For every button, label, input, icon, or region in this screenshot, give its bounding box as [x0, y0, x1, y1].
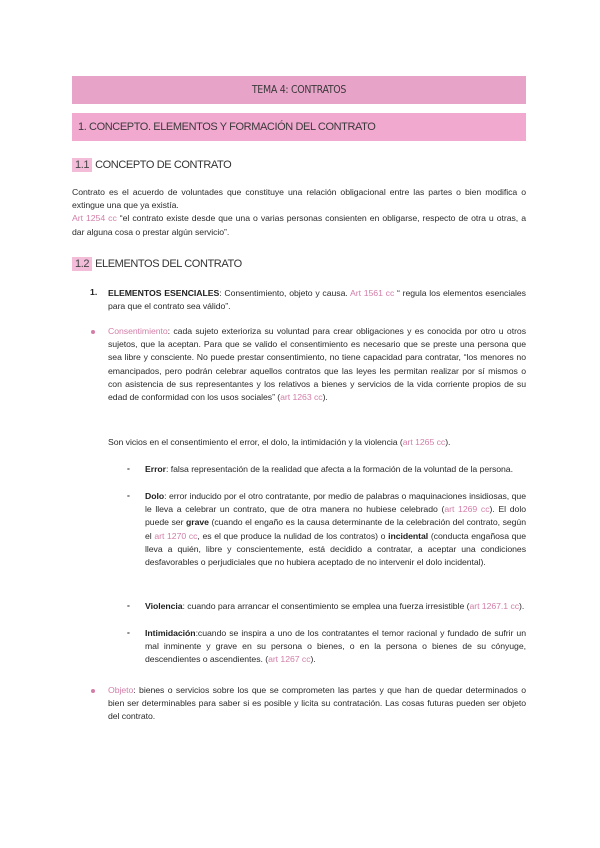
subheading-elementos	[72, 255, 242, 273]
article-reference: art 1267 cc	[268, 654, 311, 665]
error-item: Error: falsa representación de la realidad que afecta a la formación de la voluntad de la persona.	[145, 464, 513, 474]
subheading-concepto	[72, 156, 231, 174]
document-title: TEMA 4: CONTRATOS	[72, 76, 526, 104]
subheading-label: CONCEPTO DE CONTRATO	[95, 159, 232, 171]
dash-marker: -	[127, 627, 130, 637]
objeto-paragraph: Objeto: bienes o servicios sobre los que se comprometen las partes y que han de quedar determinados o bien ser determinables para saber si es posible y licita su contratación. Las cosas futuras pueden ser objeto del contrato.	[108, 685, 526, 722]
esenciales-paragraph: ELEMENTOS ESENCIALES: Consentimiento, objeto y causa. Art 1561 cc “ regula los elementos esenciales para que el contrato sea válido”.	[108, 288, 526, 312]
concept-paragraph: Contrato es el acuerdo de voluntades que constituye una relación obligacional entre las partes o bien modifica o extingue una que ya existía. Art 1254 cc “el contrato existe desde que una o varias personas consienten en obligarse, respecto de otra u otras, a dar alguna cosa o prestar algún servicio”.	[72, 187, 526, 237]
list-number: 1.	[90, 287, 98, 297]
subheading-number: 1.1	[72, 158, 92, 172]
vicios-paragraph: Son vicios en el consentimiento el error, el dolo, la intimidación y la violencia (art 1265 cc).	[108, 437, 451, 447]
intimidacion-item: Intimidación:cuando se inspira a uno de los contratantes el temor racional y fundado de sufrir un mal inminente y grave en su persona o bienes, o en la persona o bienes de su cónyuge, descendientes o ascendientes. (art 1267 cc).	[145, 628, 526, 665]
bullet-icon	[91, 689, 95, 693]
violencia-item: Violencia: cuando para arrancar el consentimiento se emplea una fuerza irresistible (art 1267.1 cc).	[145, 601, 525, 611]
article-reference: art 1265 cc	[402, 437, 446, 447]
subheading-label: ELEMENTOS DEL CONTRATO	[95, 258, 242, 270]
dash-marker: -	[127, 600, 130, 610]
article-reference: Art 1254 cc	[72, 213, 117, 224]
dash-marker: -	[127, 490, 130, 500]
article-reference: art 1270 cc	[154, 530, 198, 541]
article-reference: art 1267.1 cc	[469, 601, 520, 611]
article-reference: art 1263 cc	[280, 392, 323, 403]
consentimiento-paragraph: Consentimiento: cada sujeto exterioriza su voluntad para crear obligaciones y es conocida por otro u otros sujetos, que la aceptan. Para que se valido el consentimiento es necesario que se preste una persona que sea libre y consciente. No puede prestar consentimiento, no tiene capacidad para contratar, “los menores no emancipados, pero podrán celebrar aquellos contratos que las leyes les permitan realizar por sí mismos o con asistencia de sus representantes y los relativos a bienes y servicios de la vida corriente propios de su edad de conformidad con los usos sociales” (art 1263 cc).	[108, 326, 526, 403]
dash-marker: -	[127, 463, 130, 473]
section-heading: 1. CONCEPTO. ELEMENTOS Y FORMACIÓN DEL CONTRATO	[72, 113, 526, 141]
article-reference: art 1269 cc	[444, 504, 490, 515]
subheading-number: 1.2	[72, 257, 92, 271]
article-reference: Art 1561 cc	[350, 288, 395, 298]
bullet-icon	[91, 330, 95, 334]
dolo-item: Dolo: error inducido por el otro contratante, por medio de palabras o maquinaciones insidiosas, que le lleva a celebrar un contrato, que de otra manera no hubiese celebrado (art 1269 cc). El dolo puede ser grave (cuando el engaño es la causa determinante de la celebración del contrato, según el art 1270 cc, es el que produce la nulidad de los contratos) o incidental (conducta engañosa que lleva a quién, libre y conscientemente, está decidido a contratar, a aceptar una condiciones desfavorables o perjudiciales que no hubiera aceptado de no intervenir el dolo incidental).	[145, 491, 526, 568]
